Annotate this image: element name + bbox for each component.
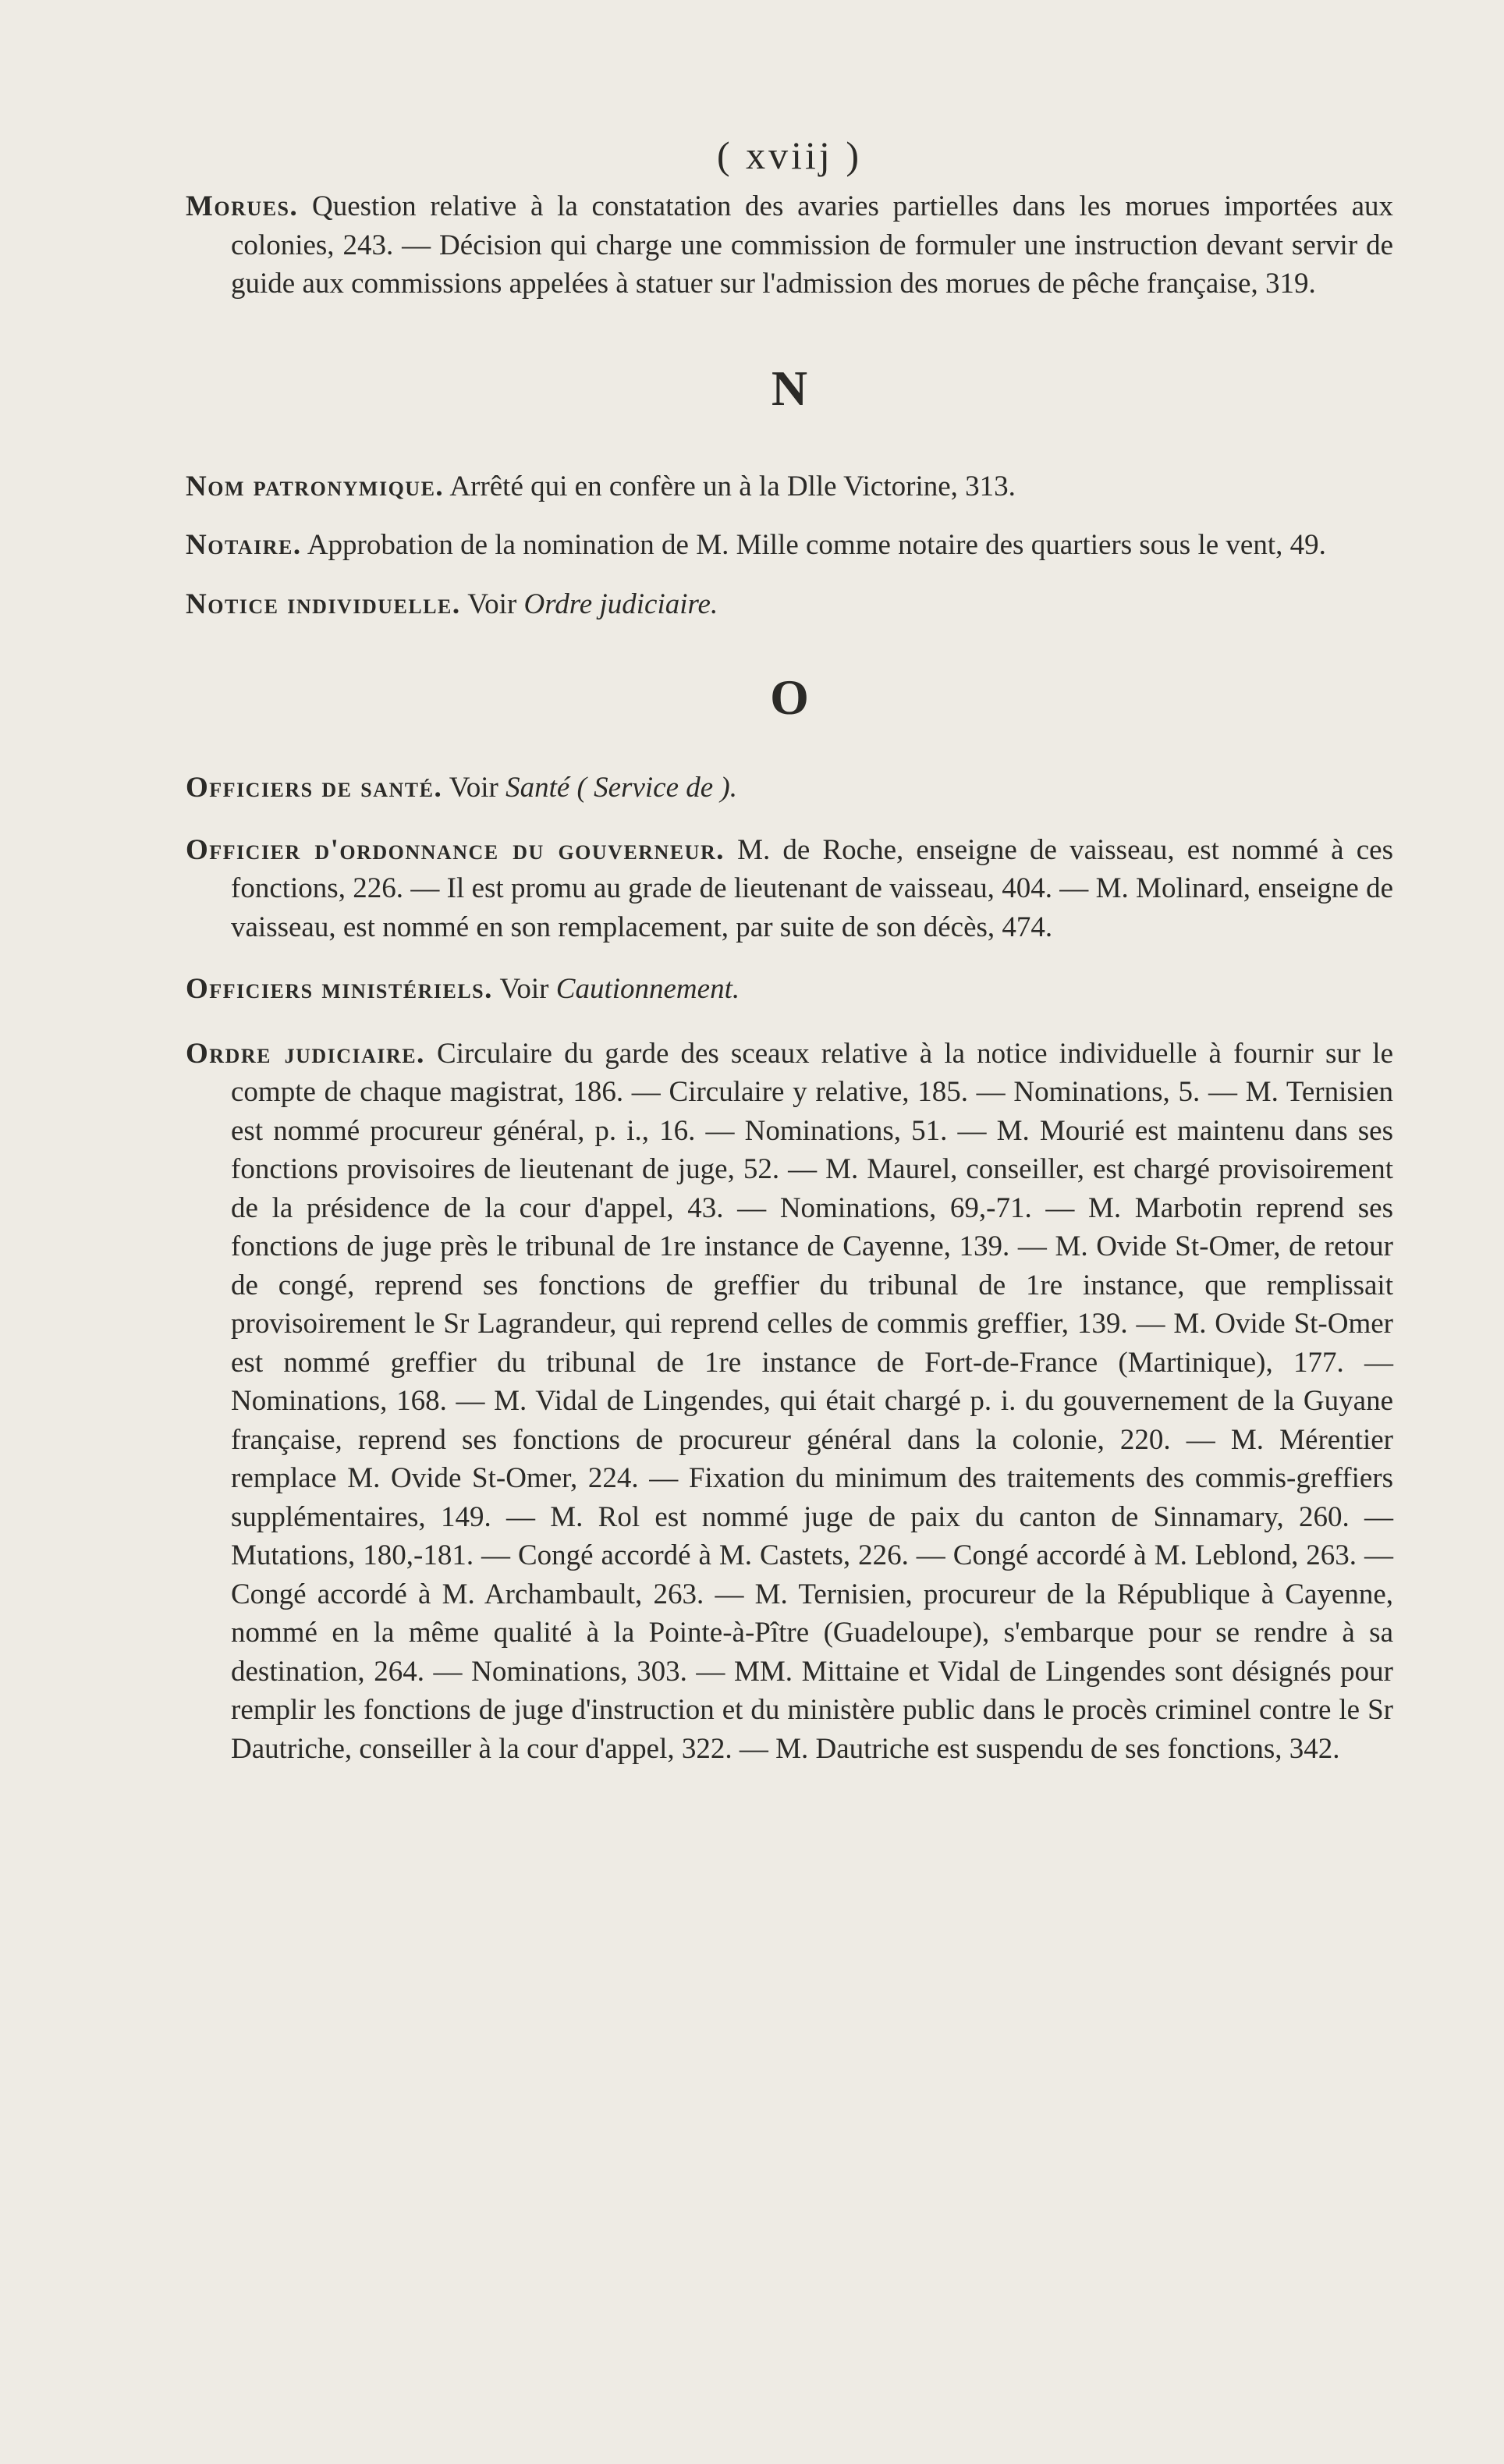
index-entry-officiers-ministeriels (186, 970, 1393, 1009)
entry-text: Arrêté qui en confère un à la Dlle Victorine, 313. (444, 470, 1016, 502)
index-entry-officiers-de-sante (186, 769, 1393, 808)
entry-text: Question relative à la constatation des avaries partielles dans les morues importées aux colonies, 243. — Décision qui charge une commission de formuler une instruction devant servir de guide aux commissions appelées à statuer sur l'admission des morues de pêche française, 319. (231, 190, 1393, 300)
entry-heading: Officier d'ordonnance du gouverneur. (186, 833, 725, 866)
index-entry-ordre-judiciaire (186, 1035, 1393, 1769)
entry-heading: Morues. (186, 190, 299, 222)
document-page (186, 133, 1393, 1768)
entry-heading: Officiers de santé. (186, 772, 443, 804)
index-entry-notice-individuelle (186, 585, 1393, 624)
entry-cross-reference: Ordre judiciaire. (523, 588, 718, 620)
entry-text: Voir (442, 772, 506, 804)
entry-heading: Notice individuelle. (186, 588, 461, 620)
entry-text: M. de Roche, enseigne de vaisseau, est nommé à ces fonctions, 226. — Il est promu au grade de lieutenant de vaisseau, 404. — M. Molinard, enseigne de vaisseau, est nommé en son remplacement, par suite de son décès, 474. (231, 833, 1393, 943)
index-entry-officier-d-ordonnance (186, 831, 1393, 947)
page-number: ( xviij ) (717, 133, 862, 177)
entry-cross-reference: Cautionnement. (555, 973, 740, 1005)
entry-text: Approbation de la nomination de M. Mille comme notaire des quartiers sous le vent, 49. (301, 529, 1326, 561)
entry-heading: Ordre judiciaire. (186, 1037, 425, 1070)
entry-text: Voir (460, 588, 524, 620)
entry-heading: Officiers ministériels. (186, 973, 493, 1005)
index-entry-notaire (186, 526, 1393, 565)
section-letter-n: N (771, 360, 808, 416)
entry-heading: Nom patronymique. (186, 470, 445, 502)
index-entry-nom-patronymique (186, 467, 1393, 506)
section-letter-o: O (770, 669, 809, 725)
index-entry-morues (186, 187, 1393, 304)
entry-text: Voir (492, 973, 556, 1005)
entry-text: Circulaire du garde des sceaux relative à la notice individuelle à fournir sur le compte de chaque magistrat, 186. — Circulaire y relative, 185. — Nominations, 5. — M. Ternisien est nommé procureur général, p. i., 16. — Nominations, 51. — M. Mourié est maintenu dans ses fonctions provisoires de lieutenant de juge, 52. — M. Maurel, conseiller, est chargé provisoirement de la présidence de la cour d'appel, 43. — Nominations, 69,-71. — M. Marbotin reprend ses fonctions de juge près le tribunal de 1re instance de Cayenne, 139. — M. Ovide St-Omer, de retour de congé, reprend ses fonctions de greffier du tribunal de 1re instance, que remplissait provisoirement le Sr Lagrandeur, qui reprend celles de commis greffier, 139. — M. Ovide St-Omer est nommé greffier du tribunal de 1re instance de Fort-de-France (Martinique), 177. — Nominations, 168. — M. Vidal de Lingendes, qui était chargé p. i. du gouvernement de la Guyane française, reprend ses fonctions de procureur général dans la colonie, 220. — M. Mérentier remplace M. Ovide St-Omer, 224. — Fixation du minimum des traitements des commis-greffiers supplémentaires, 149. — M. Rol est nommé juge de paix du canton de Sinnamary, 260. — Mutations, 180,-181. — Congé accordé à M. Castets, 226. — Congé accordé à M. Leblond, 263. — Congé accordé à M. Archambault, 263. — M. Ternisien, procureur de la République à Cayenne, nommé en la même qualité à la Pointe-à-Pître (Guadeloupe), s'embarque pour se rendre à sa destination, 264. — Nominations, 303. — MM. Mittaine et Vidal de Lingendes sont désignés pour remplir les fonctions de juge d'instruction et du ministère public dans le procès criminel contre le Sr Dautriche, conseiller à la cour d'appel, 322. — M. Dautriche est suspendu de ses fonctions, 342. (231, 1037, 1393, 1765)
entry-heading: Notaire. (186, 529, 302, 561)
entry-cross-reference: Santé ( Service de ). (505, 772, 737, 804)
